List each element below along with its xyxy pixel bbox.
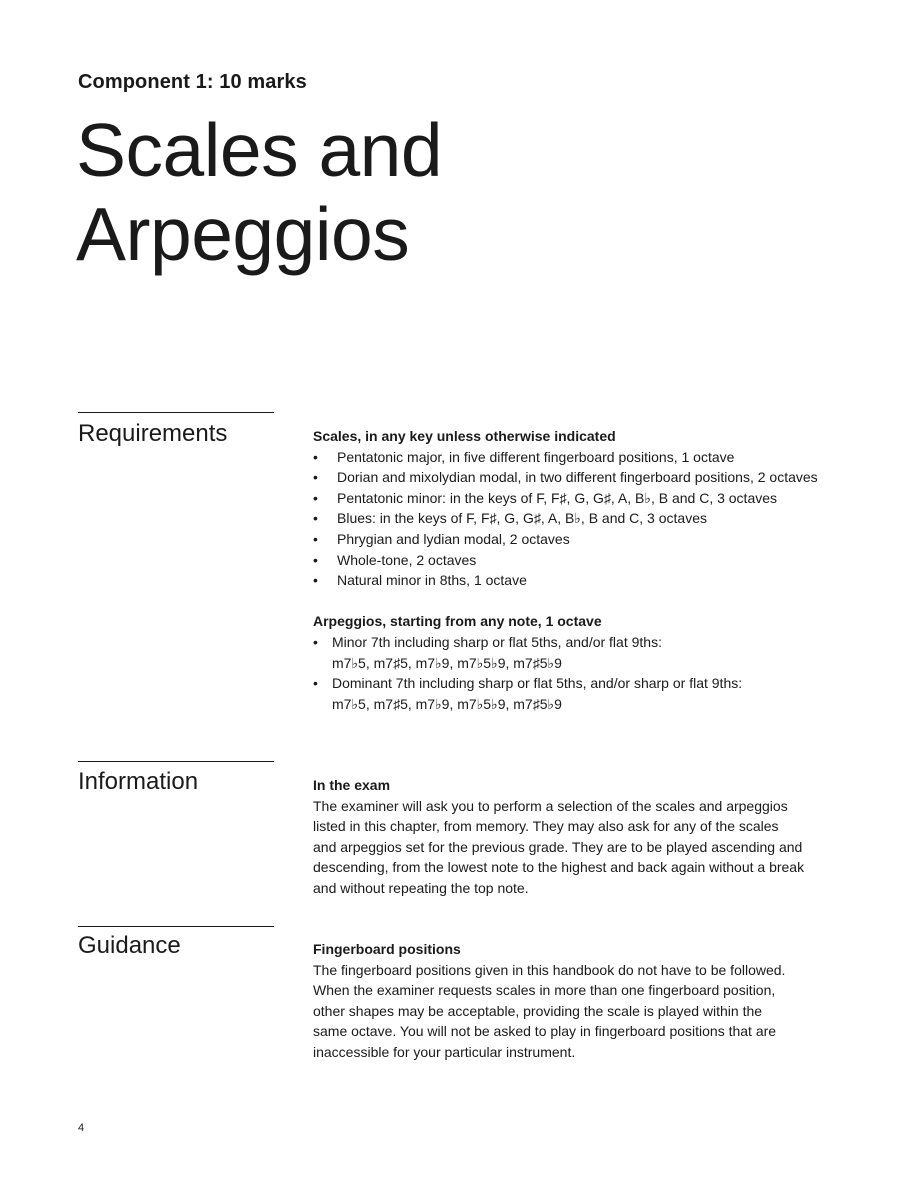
- guidance-content: [313, 939, 833, 1063]
- guidance-divider: [78, 926, 274, 927]
- bullet-icon: •: [313, 469, 318, 486]
- requirements-content: [313, 426, 833, 714]
- scales-list-item: • Pentatonic minor: in the keys of F, F♯, G, G♯, A, B♭, B and C, 3 octaves: [313, 488, 833, 509]
- scales-list-item: • Whole-tone, 2 octaves: [313, 550, 833, 571]
- information-paragraph: The examiner will ask you to perform a selection of the scales and arpeggios listed in this chapter, from memory. They may also ask for any of the scales and arpeggios set for the previous grade. They are to be played ascending and descending, from the lowest note to the highest and back again without a break and without repeating the top note.: [313, 797, 805, 896]
- bullet-icon: •: [313, 633, 318, 650]
- guidance-heading: Guidance: [78, 932, 181, 959]
- requirements-heading: Requirements: [78, 420, 228, 447]
- arpeggios-list-item: • Dominant 7th including sharp or flat 5ths, and/or sharp or flat 9ths: m7♭5, m7♯5, m7♭9, m7♭5♭9, m7♯5♭9: [313, 675, 743, 712]
- guidance-subheading: Fingerboard positions: [313, 941, 461, 957]
- bullet-icon: •: [313, 572, 318, 589]
- component-title: Component 1: 10 marks: [78, 71, 307, 93]
- arpeggios-list-item: • Minor 7th including sharp or flat 5ths, and/or flat 9ths: m7♭5, m7♯5, m7♭9, m7♭5♭9, m7♯5♭9: [313, 633, 662, 671]
- scales-list-item: • Dorian and mixolydian modal, in two different fingerboard positions, 2 octaves: [313, 467, 833, 488]
- page-title: [76, 108, 442, 276]
- arpeggios-heading: Arpeggios, starting from any note, 1 octave: [313, 613, 602, 630]
- scales-list-item: • Blues: in the keys of F, F♯, G, G♯, A, B♭, B and C, 3 octaves: [313, 508, 833, 529]
- guidance-paragraph: The fingerboard positions given in this handbook do not have to be followed. When the examiner requests scales in more than one fingerboard position, other shapes may be acceptable, providing the scale is played within the same octave. You will not be asked to play in fingerboard positions that are inaccessible for your particular instrument.: [313, 961, 786, 1060]
- bullet-icon: •: [313, 530, 318, 547]
- bullet-icon: •: [313, 510, 318, 527]
- bullet-icon: •: [313, 489, 318, 506]
- scales-list-item: • Phrygian and lydian modal, 2 octaves: [313, 529, 833, 550]
- scales-heading: Scales, in any key unless otherwise indicated: [313, 428, 616, 444]
- bullet-icon: •: [313, 675, 318, 692]
- arpeggios-list: [313, 632, 833, 714]
- scales-list-item: • Natural minor in 8ths, 1 octave: [313, 570, 833, 591]
- scales-list: [313, 447, 833, 591]
- bullet-icon: •: [313, 448, 318, 465]
- information-subheading: In the exam: [313, 777, 391, 793]
- page-title-line-2: Arpeggios: [76, 192, 410, 276]
- page-title-line-1: Scales and: [76, 108, 443, 192]
- page-number: 4: [78, 1122, 85, 1134]
- scales-list-item: • Pentatonic major, in five different fingerboard positions, 1 octave: [313, 447, 833, 468]
- information-heading: Information: [78, 768, 199, 795]
- information-content: [313, 775, 833, 899]
- information-divider: [78, 761, 274, 762]
- requirements-divider: [78, 412, 274, 413]
- bullet-icon: •: [313, 551, 318, 568]
